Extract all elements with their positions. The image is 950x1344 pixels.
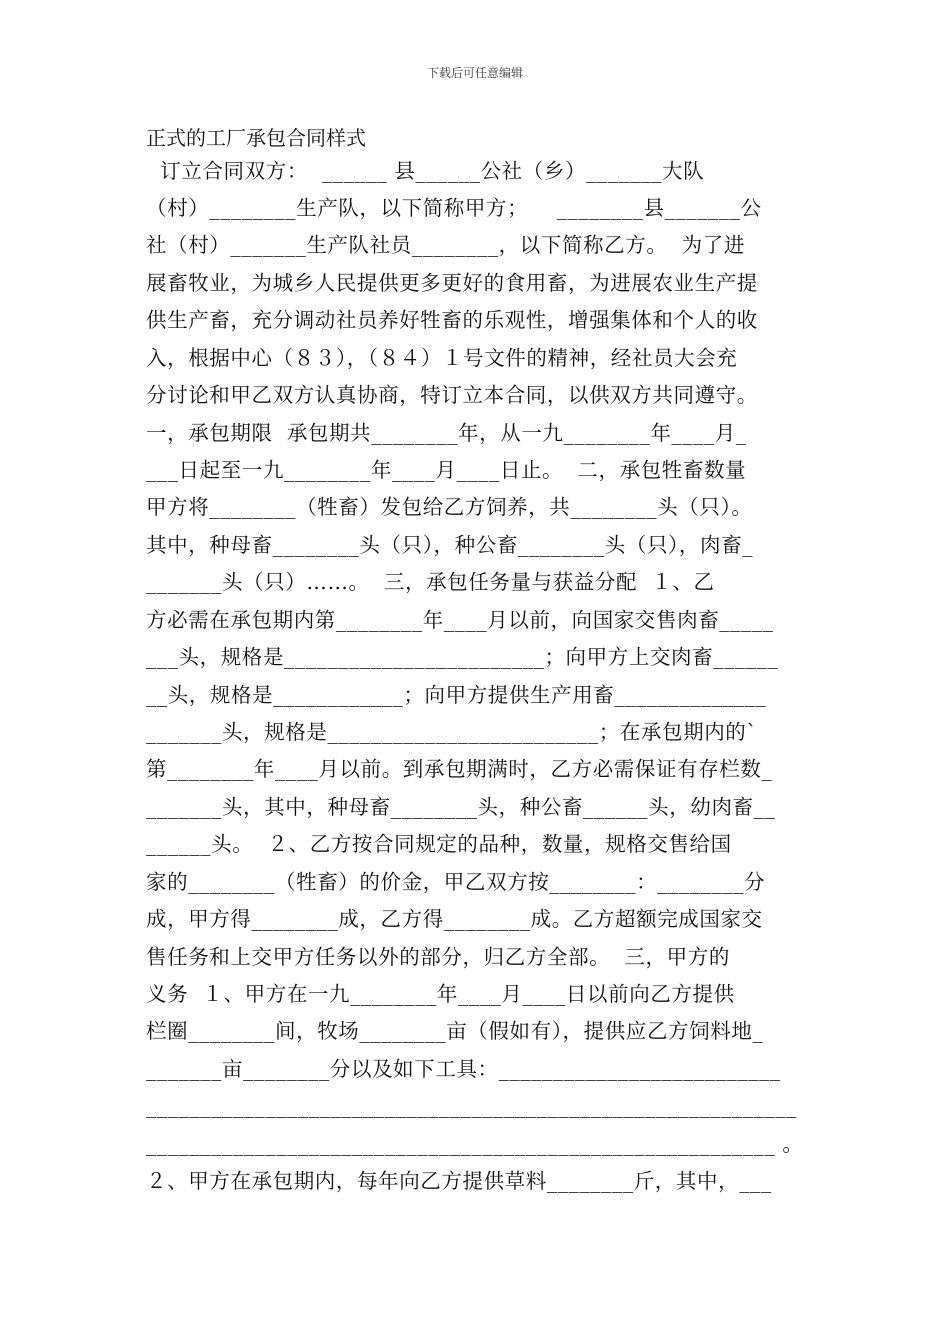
document-title: 正式的工厂承包合同样式 — [146, 126, 366, 150]
text-line: _______头（只）……。 三，承包任务量与获益分配 １、乙 — [146, 570, 715, 594]
text-line: 方必需在承包期内第________年____月以前，向国家交售肉畜_____ — [146, 608, 774, 632]
text-line: 售任务和上交甲方任务以外的部分，归乙方全部。 三，甲方的 — [146, 945, 730, 969]
text-line: ___日起至一九________年____月____日止。 二，承包牲畜数量 — [146, 458, 747, 482]
text-line: 成，甲方得________成，乙方得________成。乙方超额完成国家交 — [146, 907, 763, 931]
text-line: 栏圈________间，牧场________亩（假如有），提供应乙方饲料地_ — [146, 1019, 764, 1043]
text-line: 家的________（牲畜）的价金，甲乙双方按________：________分 — [146, 870, 766, 894]
text-line: 义务 １、甲方在一九________年____月____日以前向乙方提供 — [146, 982, 735, 1006]
text-line: ____________________________________________________________ — [146, 1094, 797, 1118]
text-line: 展畜牧业，为城乡人民提供更多更好的食用畜，为进展农业生产提 — [146, 271, 758, 295]
text-line: ______头。 ２、乙方按合同规定的品种，数量，规格交售给国 — [146, 832, 732, 856]
text-line: （村）________生产队，以下简称甲方； ________县_______公 — [146, 196, 762, 220]
text-line: ２、甲方在承包期内，每年向乙方提供草料________斤，其中，___ — [146, 1169, 772, 1193]
page-header-note: 下载后可任意编辑 — [426, 66, 523, 80]
text-line: __头，规格是____________；向甲方提供生产用畜______________ — [146, 683, 767, 707]
text-line: 入，根据中心（８３），（８４）１号文件的精神，经社员大会充 — [146, 346, 738, 370]
text-line: 供生产畜，充分调动社员养好牲畜的乐观性，增强集体和个人的收 — [146, 308, 758, 332]
text-line: ___头，规格是________________________；向甲方上交肉畜______ — [146, 645, 779, 669]
text-line: 一，承包期限 承包期共________年，从一九________年____月_ — [146, 421, 747, 445]
text-line: 甲方将________（牲畜）发包给乙方饲养，共________头（只）。 — [146, 495, 753, 519]
text-line: __________________________________________________________ 。 — [146, 1132, 804, 1156]
text-line: 订立合同双方： ______ 县______公社（乡）_______大队 — [146, 159, 705, 183]
text-line: _______头，规格是_________________________；在承包期内的` — [146, 720, 758, 744]
text-line: 第________年____月以前。到承包期满时，乙方必需保证有存栏数_ — [146, 757, 773, 781]
text-line: _______亩________分以及如下工具：__________________________ — [146, 1057, 781, 1081]
text-line: 分讨论和甲乙双方认真协商，特订立本合同，以供双方共同遵守。 — [146, 383, 758, 407]
text-line: _______头，其中，种母畜________头，种公畜______头，幼肉畜__ — [146, 795, 776, 819]
text-line: 社（村）_______生产队社员________，以下简称乙方。 为了进 — [146, 233, 745, 257]
text-line: 其中，种母畜________头（只），种公畜________头（只），肉畜_ — [146, 533, 754, 557]
